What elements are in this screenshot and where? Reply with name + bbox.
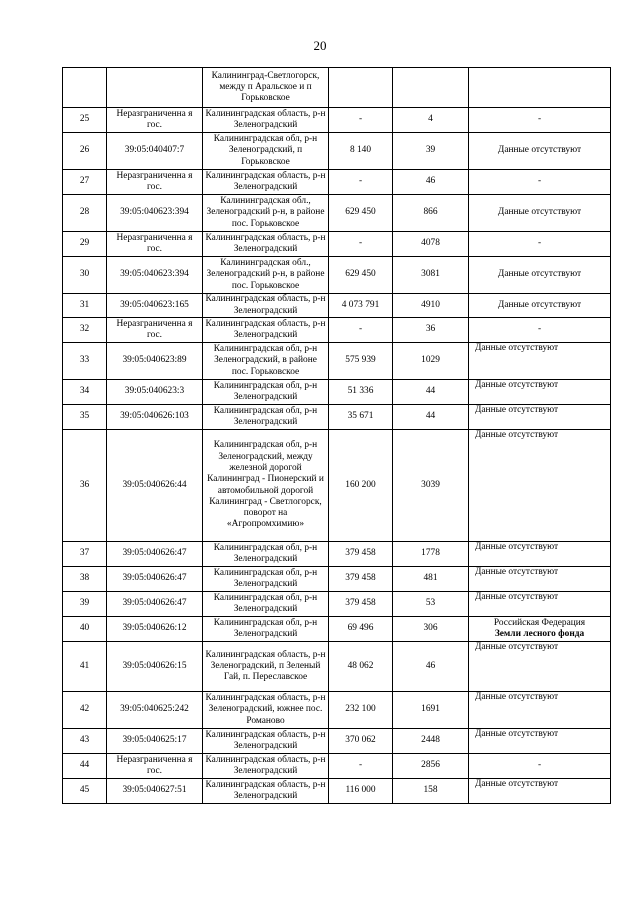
row-number-cell: 29 xyxy=(63,232,107,257)
address-cell: Калининградская обл, р-н Зеленоградский xyxy=(203,567,329,592)
length-cell: 481 xyxy=(393,567,469,592)
cadastral-number-cell: 39:05:040626:103 xyxy=(107,405,203,430)
area-cell: 160 200 xyxy=(329,430,393,542)
table-row xyxy=(63,779,611,804)
address-cell: Калининградская область, р-н Зеленоградский, южнее пос. Романово xyxy=(203,692,329,729)
cadastral-number-cell: 39:05:040623:89 xyxy=(107,343,203,380)
table-row xyxy=(63,430,611,542)
area-cell: 69 496 xyxy=(329,617,393,642)
table-row xyxy=(63,343,611,380)
owner-text: Данные отсутствуют xyxy=(475,343,559,353)
row-number-cell: 26 xyxy=(63,133,107,170)
cadastral-number-cell xyxy=(107,68,203,108)
length-cell: 306 xyxy=(393,617,469,642)
row-number-cell: 42 xyxy=(63,692,107,729)
owner-text: Данные отсутствуют xyxy=(475,642,559,652)
table-row xyxy=(63,592,611,617)
owner-text: - xyxy=(537,238,542,249)
area-cell: 629 450 xyxy=(329,257,393,294)
address-cell: Калининградская обл., Зеленоградский р-н, в районе пос. Горьковское xyxy=(203,195,329,232)
address-cell: Калининградская обл., Зеленоградский р-н, в районе пос. Горьковское xyxy=(203,257,329,294)
owner-text: Данные отсутствуют xyxy=(475,692,559,702)
owner-cell xyxy=(469,343,611,380)
length-cell: 36 xyxy=(393,318,469,343)
table-row xyxy=(63,133,611,170)
table-row xyxy=(63,692,611,729)
owner-text: - xyxy=(537,114,542,125)
address-cell: Калининградская область, р-н Зеленоградский xyxy=(203,108,329,133)
length-cell: 866 xyxy=(393,195,469,232)
address-cell: Калининградская область, р-н Зеленоградский xyxy=(203,779,329,804)
row-number-cell: 28 xyxy=(63,195,107,232)
row-number-cell: 33 xyxy=(63,343,107,380)
cadastral-number-cell: 39:05:040623:394 xyxy=(107,257,203,294)
address-cell: Калининградская область, р-н Зеленоградский xyxy=(203,729,329,754)
address-cell: Калининградская обл, р-н Зеленоградский, в районе пос. Горьковское xyxy=(203,343,329,380)
area-cell: 51 336 xyxy=(329,380,393,405)
owner-text: Данные отсутствуют xyxy=(475,567,559,577)
cadastral-number-cell: 39:05:040626:12 xyxy=(107,617,203,642)
area-cell: 35 671 xyxy=(329,405,393,430)
owner-text: Данные отсутствуют xyxy=(497,269,582,280)
area-cell: - xyxy=(329,108,393,133)
owner-cell xyxy=(469,754,611,779)
row-number-cell: 25 xyxy=(63,108,107,133)
owner-text: Данные отсутствуют xyxy=(475,380,559,390)
length-cell: 4910 xyxy=(393,294,469,318)
cadastral-number-cell: Неразграниченна я гос. xyxy=(107,232,203,257)
address-cell: Калининградская обл, р-н Зеленоградский, между железной дорогой Калининград - Пионерский и автомобильной дорогой Калининград - Светлогорск, поворот на «Агропромхимию» xyxy=(203,430,329,542)
owner-cell xyxy=(469,133,611,170)
row-number-cell: 27 xyxy=(63,170,107,195)
table-row xyxy=(63,642,611,692)
length-cell: 3039 xyxy=(393,430,469,542)
length-cell xyxy=(393,68,469,108)
cadastral-number-cell: 39:05:040625:17 xyxy=(107,729,203,754)
address-cell: Калининградская обл, р-н Зеленоградский xyxy=(203,592,329,617)
area-cell: 379 458 xyxy=(329,542,393,567)
address-cell: Калининградская обл, р-н Зеленоградский xyxy=(203,617,329,642)
owner-text: Данные отсутствуют xyxy=(475,779,559,789)
address-cell: Калининградская область, р-н Зеленоградский xyxy=(203,170,329,195)
area-cell: 379 458 xyxy=(329,592,393,617)
length-cell: 46 xyxy=(393,170,469,195)
row-number-cell: 32 xyxy=(63,318,107,343)
table-row xyxy=(63,729,611,754)
area-cell: 116 000 xyxy=(329,779,393,804)
owner-text: Данные отсутствуют xyxy=(475,430,559,440)
table-row xyxy=(63,380,611,405)
table-row xyxy=(63,257,611,294)
table-row xyxy=(63,318,611,343)
row-number-cell: 39 xyxy=(63,592,107,617)
row-number-cell: 44 xyxy=(63,754,107,779)
owner-cell xyxy=(469,567,611,592)
owner-cell xyxy=(469,195,611,232)
owner-cell xyxy=(469,380,611,405)
owner-cell xyxy=(469,430,611,542)
owner-text: Данные отсутствуют xyxy=(497,145,582,156)
cadastral-number-cell: Неразграниченна я гос. xyxy=(107,108,203,133)
owner-cell xyxy=(469,294,611,318)
row-number-cell: 38 xyxy=(63,567,107,592)
owner-text: - xyxy=(537,760,542,771)
owner-cell xyxy=(469,108,611,133)
area-cell: - xyxy=(329,170,393,195)
length-cell: 53 xyxy=(393,592,469,617)
owner-category: Земли лесного фонда xyxy=(494,629,585,639)
length-cell: 44 xyxy=(393,380,469,405)
area-cell: 8 140 xyxy=(329,133,393,170)
owner-text: Российская Федерация xyxy=(493,617,586,628)
length-cell: 39 xyxy=(393,133,469,170)
row-number-cell: 35 xyxy=(63,405,107,430)
length-cell: 3081 xyxy=(393,257,469,294)
area-cell: 4 073 791 xyxy=(329,294,393,318)
table-row xyxy=(63,617,611,642)
table-row xyxy=(63,170,611,195)
owner-text: Данные отсутствуют xyxy=(497,207,582,218)
area-cell: - xyxy=(329,232,393,257)
table-row xyxy=(63,294,611,318)
owner-cell xyxy=(469,170,611,195)
cadastral-number-cell: Неразграниченна я гос. xyxy=(107,318,203,343)
table-row xyxy=(63,405,611,430)
area-cell: 232 100 xyxy=(329,692,393,729)
address-cell: Калининградская область, р-н Зеленоградский, п Зеленый Гай, п. Переславское xyxy=(203,642,329,692)
length-cell: 1778 xyxy=(393,542,469,567)
row-number-cell: 41 xyxy=(63,642,107,692)
row-number-cell: 34 xyxy=(63,380,107,405)
cadastral-number-cell: 39:05:040625:242 xyxy=(107,692,203,729)
table-row xyxy=(63,567,611,592)
length-cell: 4078 xyxy=(393,232,469,257)
owner-cell xyxy=(469,729,611,754)
table-body xyxy=(63,68,611,804)
cadastral-number-cell: 39:05:040626:47 xyxy=(107,567,203,592)
row-number-cell: 40 xyxy=(63,617,107,642)
address-cell: Калининград-Светлогорск, между п Аральское и п Горьковское xyxy=(203,68,329,108)
owner-cell xyxy=(469,68,611,108)
address-cell: Калининградская обл, р-н Зеленоградский xyxy=(203,405,329,430)
area-cell: 370 062 xyxy=(329,729,393,754)
cadastral-number-cell: 39:05:040626:47 xyxy=(107,592,203,617)
owner-cell xyxy=(469,257,611,294)
owner-text: Данные отсутствуют xyxy=(475,405,559,415)
cadastral-number-cell: 39:05:040627:51 xyxy=(107,779,203,804)
owner-text: Данные отсутствуют xyxy=(475,592,559,602)
address-cell: Калининградская обл, р-н Зеленоградский, п Горьковское xyxy=(203,133,329,170)
owner-cell xyxy=(469,405,611,430)
area-cell: 379 458 xyxy=(329,567,393,592)
land-plots-table xyxy=(62,67,611,804)
length-cell: 2856 xyxy=(393,754,469,779)
table-row xyxy=(63,542,611,567)
row-number-cell: 31 xyxy=(63,294,107,318)
owner-text: - xyxy=(537,176,542,187)
row-number-cell: 30 xyxy=(63,257,107,294)
table-row xyxy=(63,68,611,108)
row-number-cell: 45 xyxy=(63,779,107,804)
cadastral-number-cell: 39:05:040623:165 xyxy=(107,294,203,318)
owner-cell xyxy=(469,617,611,642)
owner-cell xyxy=(469,232,611,257)
cadastral-number-cell: 39:05:040626:15 xyxy=(107,642,203,692)
cadastral-number-cell: 39:05:040626:47 xyxy=(107,542,203,567)
row-number-cell: 37 xyxy=(63,542,107,567)
table-row xyxy=(63,232,611,257)
address-cell: Калининградская область, р-н Зеленоградский xyxy=(203,294,329,318)
cadastral-number-cell: 39:05:040623:3 xyxy=(107,380,203,405)
length-cell: 1029 xyxy=(393,343,469,380)
owner-cell xyxy=(469,692,611,729)
area-cell: 575 939 xyxy=(329,343,393,380)
address-cell: Калининградская обл, р-н Зеленоградский xyxy=(203,542,329,567)
length-cell: 4 xyxy=(393,108,469,133)
row-number-cell xyxy=(63,68,107,108)
cadastral-number-cell: 39:05:040623:394 xyxy=(107,195,203,232)
table-row xyxy=(63,754,611,779)
owner-cell xyxy=(469,592,611,617)
length-cell: 44 xyxy=(393,405,469,430)
owner-text: Данные отсутствуют xyxy=(497,299,582,310)
area-cell xyxy=(329,68,393,108)
cadastral-number-cell: 39:05:040626:44 xyxy=(107,430,203,542)
row-number-cell: 36 xyxy=(63,430,107,542)
owner-text: Данные отсутствуют xyxy=(475,542,559,552)
address-cell: Калининградская область, р-н Зеленоградский xyxy=(203,754,329,779)
length-cell: 158 xyxy=(393,779,469,804)
owner-text: - xyxy=(537,324,542,335)
area-cell: - xyxy=(329,318,393,343)
owner-text: Данные отсутствуют xyxy=(475,729,559,739)
cadastral-number-cell: Неразграниченна я гос. xyxy=(107,170,203,195)
page-number: 20 xyxy=(313,38,327,53)
owner-cell xyxy=(469,318,611,343)
area-cell: 48 062 xyxy=(329,642,393,692)
area-cell: - xyxy=(329,754,393,779)
cadastral-number-cell: 39:05:040407:7 xyxy=(107,133,203,170)
table-row xyxy=(63,195,611,232)
cadastral-number-cell: Неразграниченна я гос. xyxy=(107,754,203,779)
address-cell: Калининградская область, р-н Зеленоградский xyxy=(203,318,329,343)
address-cell: Калининградская обл, р-н Зеленоградский xyxy=(203,380,329,405)
length-cell: 2448 xyxy=(393,729,469,754)
area-cell: 629 450 xyxy=(329,195,393,232)
length-cell: 1691 xyxy=(393,692,469,729)
row-number-cell: 43 xyxy=(63,729,107,754)
address-cell: Калининградская область, р-н Зеленоградский xyxy=(203,232,329,257)
owner-cell xyxy=(469,542,611,567)
length-cell: 46 xyxy=(393,642,469,692)
table-row xyxy=(63,108,611,133)
owner-cell xyxy=(469,642,611,692)
owner-cell xyxy=(469,779,611,804)
